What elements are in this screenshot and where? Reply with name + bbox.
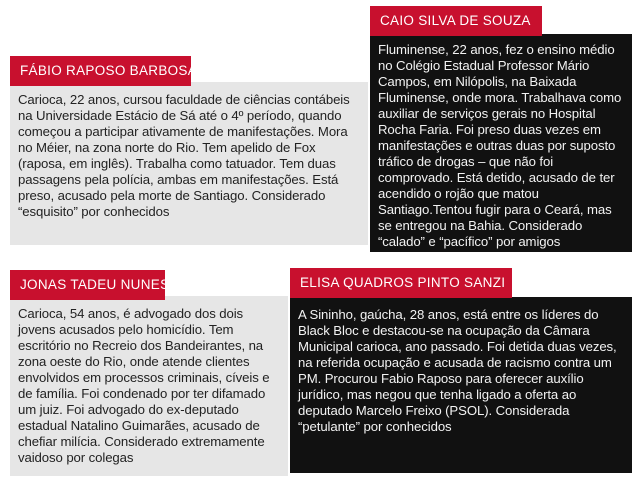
profile-bio-caio: Fluminense, 22 anos, fez o ensino médio no Colégio Estadual Professor Mário Campos, em Nilópolis, na Baixada Fluminense, onde mora. Trabalhava como auxiliar de serviços gerais no Hospital Rocha Faria. Foi preso duas vezes em manifestações e outras duas por suposto tráfico de drogas – que não foi comprovado. Está detido, acusado de ter acendido o rojão que matou Santiago.Tentou fugir para o Ceará, mas se entregou na Bahia. Considerado “calado” e “pacífico” por amigos bbox=[378, 42, 622, 249]
profile-card-caio bbox=[370, 34, 632, 252]
profile-name-jonas: JONAS TADEU NUNES bbox=[10, 270, 165, 300]
profile-card-elisa bbox=[290, 297, 632, 473]
profile-name-fabio: FÁBIO RAPOSO BARBOSA bbox=[10, 56, 191, 86]
profile-bio-jonas: Carioca, 54 anos, é advogado dos dois jovens acusados pelo homicídio. Tem escritório no Recreio dos Bandeirantes, na zona oeste do Rio, onde atende clientes envolvidos em processos criminais, cíveis e de família. Foi condenado por ter difamado um juiz. Foi advogado do ex-deputado estadual Natalino Guimarães, acusado de chefiar milícia. Considerado extremamente vaidoso por colegas bbox=[18, 306, 270, 465]
profile-bio-elisa: A Sininho, gaúcha, 28 anos, está entre os líderes do Black Bloc e destacou-se na ocupação da Câmara Municipal carioca, ano passado. Foi detida duas vezes, na referida ocupação e acusada de racismo contra um PM. Procurou Fabio Raposo para oferecer auxílio jurídico, mas negou que tenha ligado a oferta ao deputado Marcelo Freixo (PSOL). Considerada “petulante” por conhecidos bbox=[298, 307, 617, 434]
profile-card-fabio bbox=[10, 82, 368, 245]
profile-card-jonas bbox=[10, 296, 288, 476]
profile-name-caio: CAIO SILVA DE SOUZA bbox=[370, 6, 542, 36]
profile-bio-fabio: Carioca, 22 anos, cursou faculdade de ciências contábeis na Universidade Estácio de Sá até o 4º período, quando começou a participar ativamente de manifestações. Mora no Méier, na zona norte do Rio. Tem apelido de Fox (raposa, em inglês). Trabalha como tatuador. Tem duas passagens pela polícia, ambas em manifestações. Está preso, acusado pela morte de Santiago. Considerado “esquisito” por conhecidos bbox=[18, 92, 350, 219]
profile-name-elisa: ELISA QUADROS PINTO SANZI bbox=[290, 268, 512, 298]
